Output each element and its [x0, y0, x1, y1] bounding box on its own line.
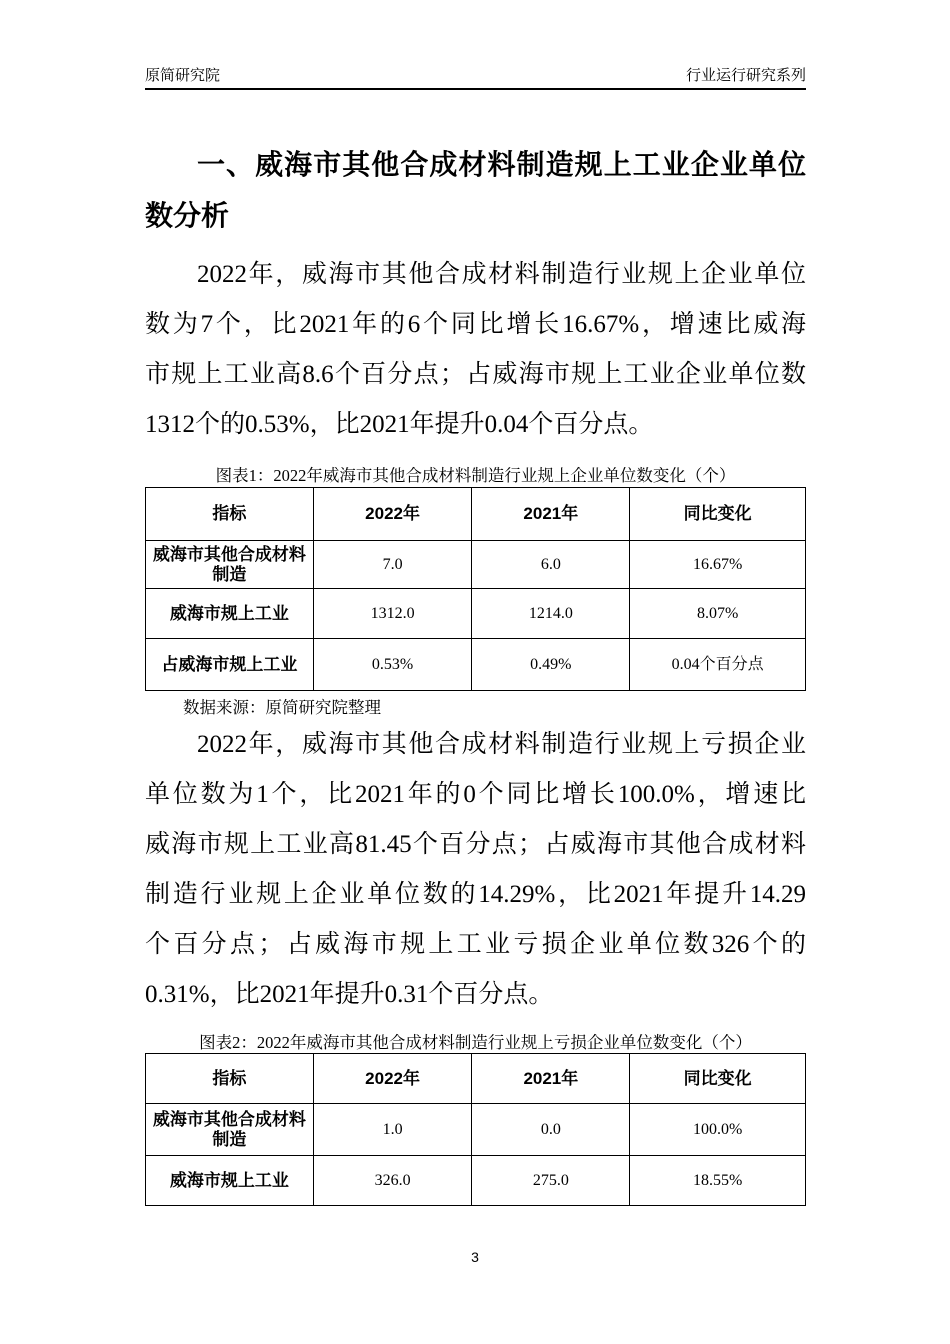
text-line: 数为7个，比2021年的6个同比增长16.67%，增速比威海: [145, 311, 806, 338]
cell: 16.67%: [630, 541, 806, 589]
table-row: [146, 639, 806, 691]
col-header: 2021年: [472, 488, 630, 541]
table1-caption: 图表1：2022年威海市其他合成材料制造行业规上企业单位数变化（个）: [215, 466, 736, 485]
cell: 18.55%: [630, 1156, 806, 1206]
cell: 0.49%: [472, 639, 630, 691]
cell: 1214.0: [472, 589, 630, 639]
table-row: [146, 1104, 806, 1156]
text-line: 个百分点；占威海市规上工业亏损企业单位数326个的: [145, 931, 806, 958]
cell: 0.0: [472, 1104, 630, 1156]
header-series: 行业运行研究系列: [685, 67, 806, 84]
col-header: 同比变化: [630, 488, 806, 541]
table-row: [146, 1156, 806, 1206]
table2: [145, 1053, 806, 1206]
cell: 7.0: [313, 541, 472, 589]
col-header: 同比变化: [630, 1054, 806, 1104]
text-line: 2022年，威海市其他合成材料制造行业规上亏损企业: [197, 731, 806, 758]
cell: 275.0: [472, 1156, 630, 1206]
col-header: 指标: [146, 1054, 314, 1104]
table-row: [146, 589, 806, 639]
table-row: [146, 541, 806, 589]
row-label: 威海市其他合成材料制造: [146, 1104, 314, 1156]
cell: 6.0: [472, 541, 630, 589]
paragraph-2: [145, 720, 806, 1020]
cell: 8.07%: [630, 589, 806, 639]
text-line: 2022年，威海市其他合成材料制造行业规上企业单位: [197, 261, 806, 288]
cell: 1.0: [313, 1104, 472, 1156]
cell: 0.53%: [313, 639, 472, 691]
col-header: 2022年: [313, 488, 472, 541]
text-line: 1312个的0.53%，比2021年提升0.04个百分点。: [145, 411, 654, 438]
data-source: 数据来源：原简研究院整理: [183, 698, 381, 717]
row-label: 威海市规上工业: [146, 589, 314, 639]
section-title-line1: 一、威海市其他合成材料制造规上工业企业单位: [197, 149, 806, 180]
text-line: 市规上工业高8.6个百分点；占威海市规上工业企业单位数: [145, 361, 806, 388]
text-line: 0.31%，比2021年提升0.31个百分点。: [145, 981, 554, 1008]
cell: 0.04个百分点: [630, 639, 806, 691]
header-org: 原简研究院: [145, 67, 221, 84]
col-header: 2021年: [472, 1054, 630, 1104]
text-line: 制造行业规上企业单位数的14.29%，比2021年提升14.29: [145, 881, 806, 908]
cell: 100.0%: [630, 1104, 806, 1156]
paragraph-1: [145, 250, 806, 450]
table1: [145, 487, 806, 691]
section-title-line2: 数分析: [145, 200, 230, 231]
col-header: 2022年: [313, 1054, 472, 1104]
table2-caption: 图表2：2022年威海市其他合成材料制造行业规上亏损企业单位数变化（个）: [199, 1033, 752, 1052]
text-line: 单位数为1个，比2021年的0个同比增长100.0%，增速比: [145, 781, 806, 808]
header-divider: [145, 88, 806, 90]
row-label: 威海市规上工业: [146, 1156, 314, 1206]
row-label: 占威海市规上工业: [146, 639, 314, 691]
table-header-row: [146, 488, 806, 541]
cell: 1312.0: [313, 589, 472, 639]
row-label: 威海市其他合成材料制造: [146, 541, 314, 589]
cell: 326.0: [313, 1156, 472, 1206]
col-header: 指标: [146, 488, 314, 541]
table-header-row: [146, 1054, 806, 1104]
text-line: 威海市规上工业高81.45个百分点；占威海市其他合成材料: [145, 831, 806, 858]
page-number: 3: [471, 1249, 479, 1265]
